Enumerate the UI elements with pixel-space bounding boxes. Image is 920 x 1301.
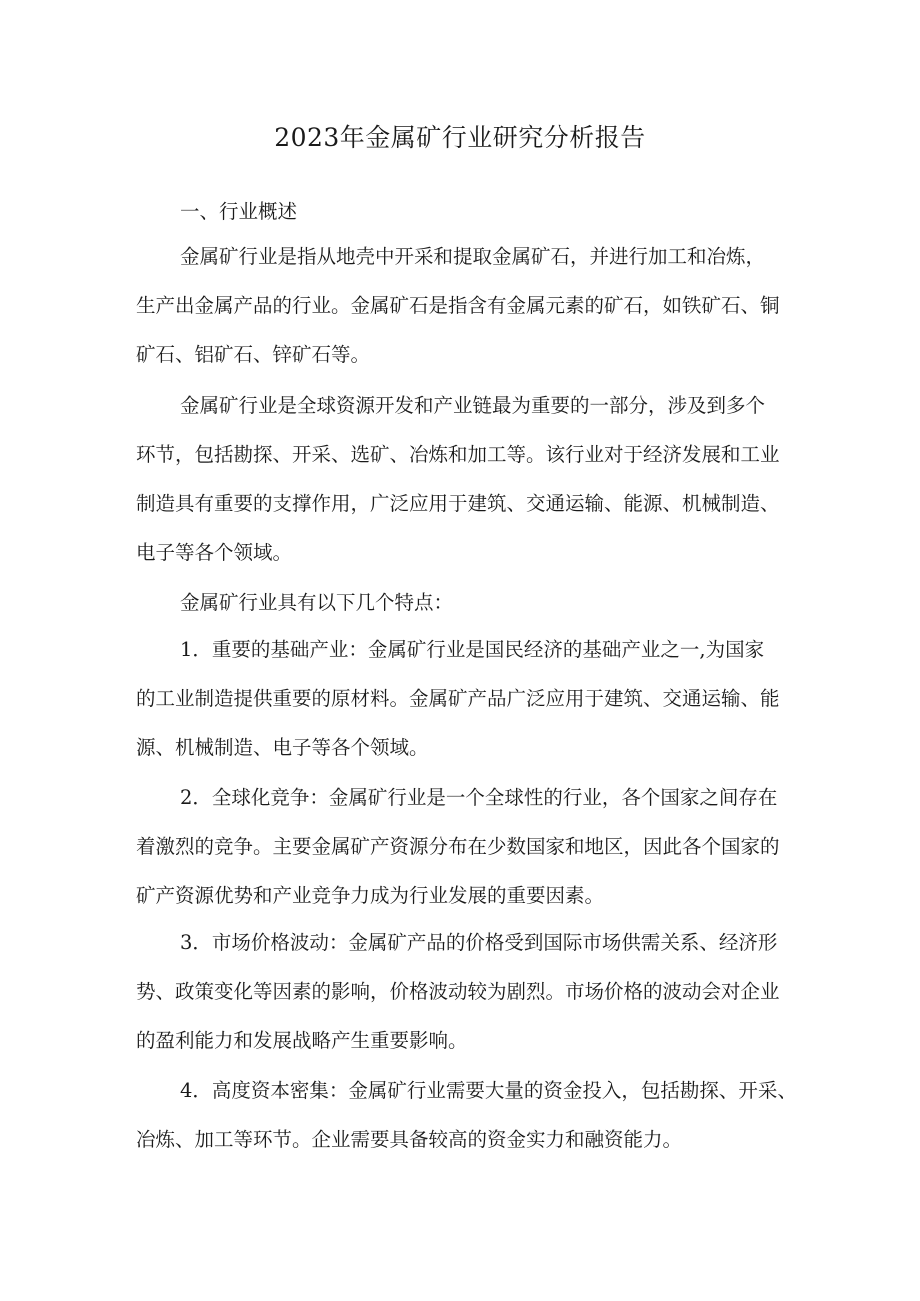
paragraph-line: 1．重要的基础产业：金属矿行业是国民经济的基础产业之一,为国家 — [180, 638, 765, 661]
list-item-2 — [136, 773, 796, 920]
paragraph-line: 着激烈的竞争。主要金属矿产资源分布在少数国家和地区，因此各个国家的 — [136, 835, 780, 858]
paragraph-line: 的盈利能力和发展战略产生重要影响。 — [136, 1029, 468, 1052]
paragraph-line: 矿石、铝矿石、锌矿石等。 — [136, 343, 371, 366]
paragraph-line: 矿产资源优势和产业竞争力成为行业发展的重要因素。 — [136, 884, 605, 907]
paragraph-line: 3．市场价格波动：金属矿产品的价格受到国际市场供需关系、经济形 — [180, 931, 778, 954]
paragraph-line: 源、机械制造、电子等各个领域。 — [136, 736, 429, 759]
paragraph-line: 冶炼、加工等环节。企业需要具备较高的资金实力和融资能力。 — [136, 1128, 683, 1151]
paragraph-line: 金属矿行业是全球资源开发和产业链最为重要的一部分，涉及到多个 — [180, 394, 766, 417]
paragraph-line: 的工业制造提供重要的原材料。金属矿产品广泛应用于建筑、交通运输、能 — [136, 687, 780, 710]
paragraph-line: 制造具有重要的支撑作用，广泛应用于建筑、交通运输、能源、机械制造、 — [136, 492, 780, 515]
paragraph-1 — [136, 232, 796, 379]
list-item-4 — [136, 1066, 796, 1164]
list-item-3 — [136, 918, 796, 1065]
paragraph-line: 电子等各个领域。 — [136, 541, 293, 564]
paragraph-line: 2．全球化竞争：金属矿行业是一个全球性的行业，各个国家之间存在 — [180, 786, 778, 809]
paragraph-line: 势、政策变化等因素的影响，价格波动较为剧烈。市场价格的波动会对企业 — [136, 980, 780, 1003]
section-heading-text: 一、行业概述 — [180, 200, 298, 223]
paragraph-line: 金属矿行业是指从地壳中开采和提取金属矿石，并进行加工和冶炼， — [180, 245, 766, 268]
list-item-1 — [136, 625, 796, 772]
paragraph-line: 环节，包括勘探、开采、选矿、冶炼和加工等。该行业对于经济发展和工业 — [136, 443, 780, 466]
paragraph-2 — [136, 381, 796, 577]
paragraph-3 — [136, 578, 796, 627]
document-title: 2023年金属矿行业研究分析报告 — [274, 123, 646, 152]
paragraph-line: 生产出金属产品的行业。金属矿石是指含有金属元素的矿石，如铁矿石、铜 — [136, 294, 780, 317]
paragraph-line: 金属矿行业具有以下几个特点： — [180, 591, 454, 614]
paragraph-line: 4．高度资本密集：金属矿行业需要大量的资金投入，包括勘探、开采、 — [180, 1079, 797, 1102]
section-heading — [136, 187, 796, 236]
